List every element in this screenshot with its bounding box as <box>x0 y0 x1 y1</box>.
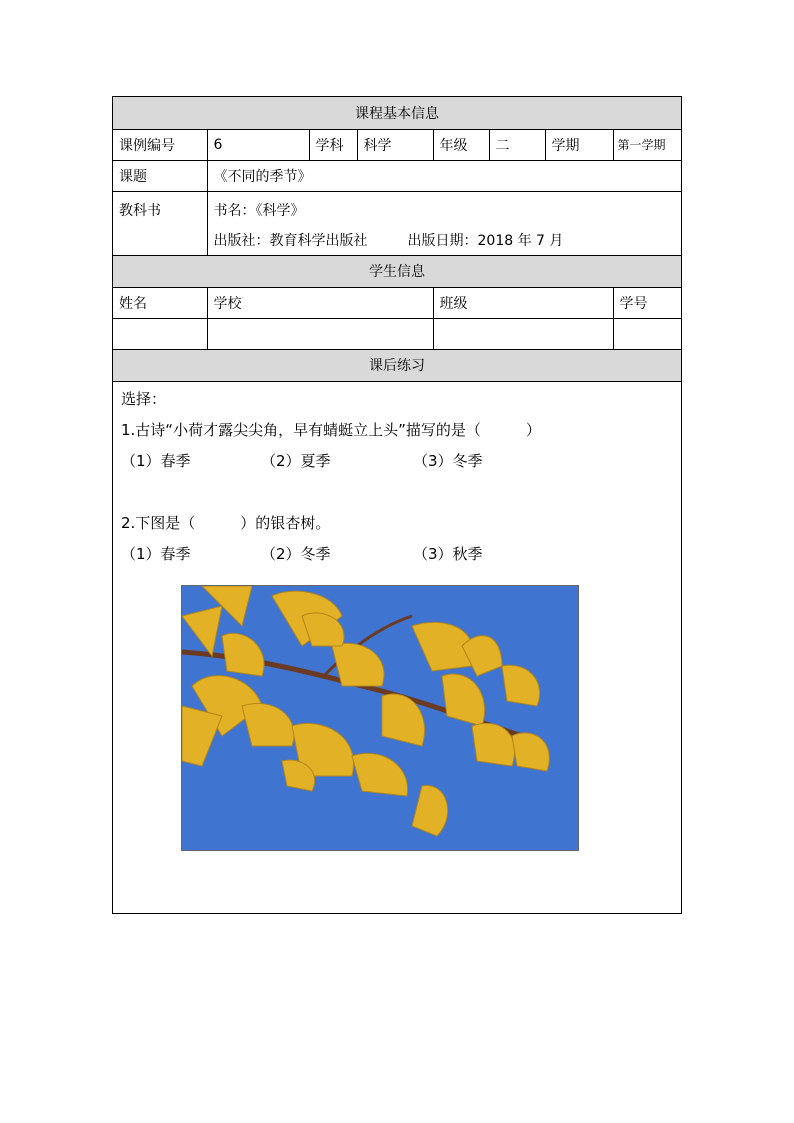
publish-date: 出版日期：2018 年 7 月 <box>407 232 564 249</box>
course-sheet <box>112 96 682 914</box>
q2-option-3[interactable]: （3）秋季 <box>413 545 483 563</box>
topic-row <box>113 160 681 191</box>
student-label-row <box>113 287 681 318</box>
class-label: 班级 <box>433 287 613 318</box>
term-label: 学期 <box>545 129 613 160</box>
student-info-header-row <box>113 255 681 287</box>
subject-label: 学科 <box>309 129 357 160</box>
course-info-title: 课程基本信息 <box>113 97 681 129</box>
ginkgo-photo-art <box>182 586 578 850</box>
grade-label: 年级 <box>433 129 489 160</box>
publish-line <box>214 230 676 250</box>
publisher: 出版社：教育科学出版社 <box>213 232 368 249</box>
book-name: 书名：《科学》 <box>213 202 305 219</box>
q2-option-1[interactable]: （1）春季 <box>121 545 191 563</box>
case-no-label: 课例编号 <box>113 129 207 160</box>
exercise-header-row <box>113 349 681 381</box>
question-2: 2.下图是（ ）的银杏树。 <box>121 514 331 532</box>
spacer <box>121 477 689 508</box>
q1-option-1[interactable]: （1）春季 <box>121 452 191 470</box>
ginkgo-tree-photo <box>181 585 579 851</box>
textbook-details <box>207 191 681 255</box>
student-id-field[interactable] <box>613 318 681 349</box>
subject-value: 科学 <box>357 129 433 160</box>
exercise-intro: 选择： <box>121 390 167 408</box>
textbook-label: 教科书 <box>113 191 207 255</box>
class-field[interactable] <box>433 318 613 349</box>
case-no-value: 6 <box>207 129 309 160</box>
student-input-row <box>113 318 681 349</box>
topic-value: 《不同的季节》 <box>207 160 681 191</box>
name-field[interactable] <box>113 318 207 349</box>
school-label: 学校 <box>207 287 433 318</box>
question-1: 1.古诗“小荷才露尖尖角，早有蜻蜓立上头”描写的是（ ） <box>121 421 541 439</box>
exercise-content <box>113 384 689 570</box>
course-info-header-row <box>113 97 681 129</box>
term-value: 第一学期 <box>613 129 681 160</box>
school-field[interactable] <box>207 318 433 349</box>
question-2-options <box>121 539 689 570</box>
student-info-title: 学生信息 <box>113 255 681 287</box>
exercise-title: 课后练习 <box>113 349 681 381</box>
course-meta-row <box>113 129 681 160</box>
student-id-label: 学号 <box>613 287 681 318</box>
course-info-table <box>113 97 681 382</box>
name-label: 姓名 <box>113 287 207 318</box>
grade-value: 二 <box>489 129 545 160</box>
q2-option-2[interactable]: （2）冬季 <box>261 545 331 563</box>
q1-option-2[interactable]: （2）夏季 <box>261 452 331 470</box>
question-1-options <box>121 446 689 477</box>
topic-label: 课题 <box>113 160 207 191</box>
textbook-row <box>113 191 681 255</box>
q1-option-3[interactable]: （3）冬季 <box>413 452 483 470</box>
